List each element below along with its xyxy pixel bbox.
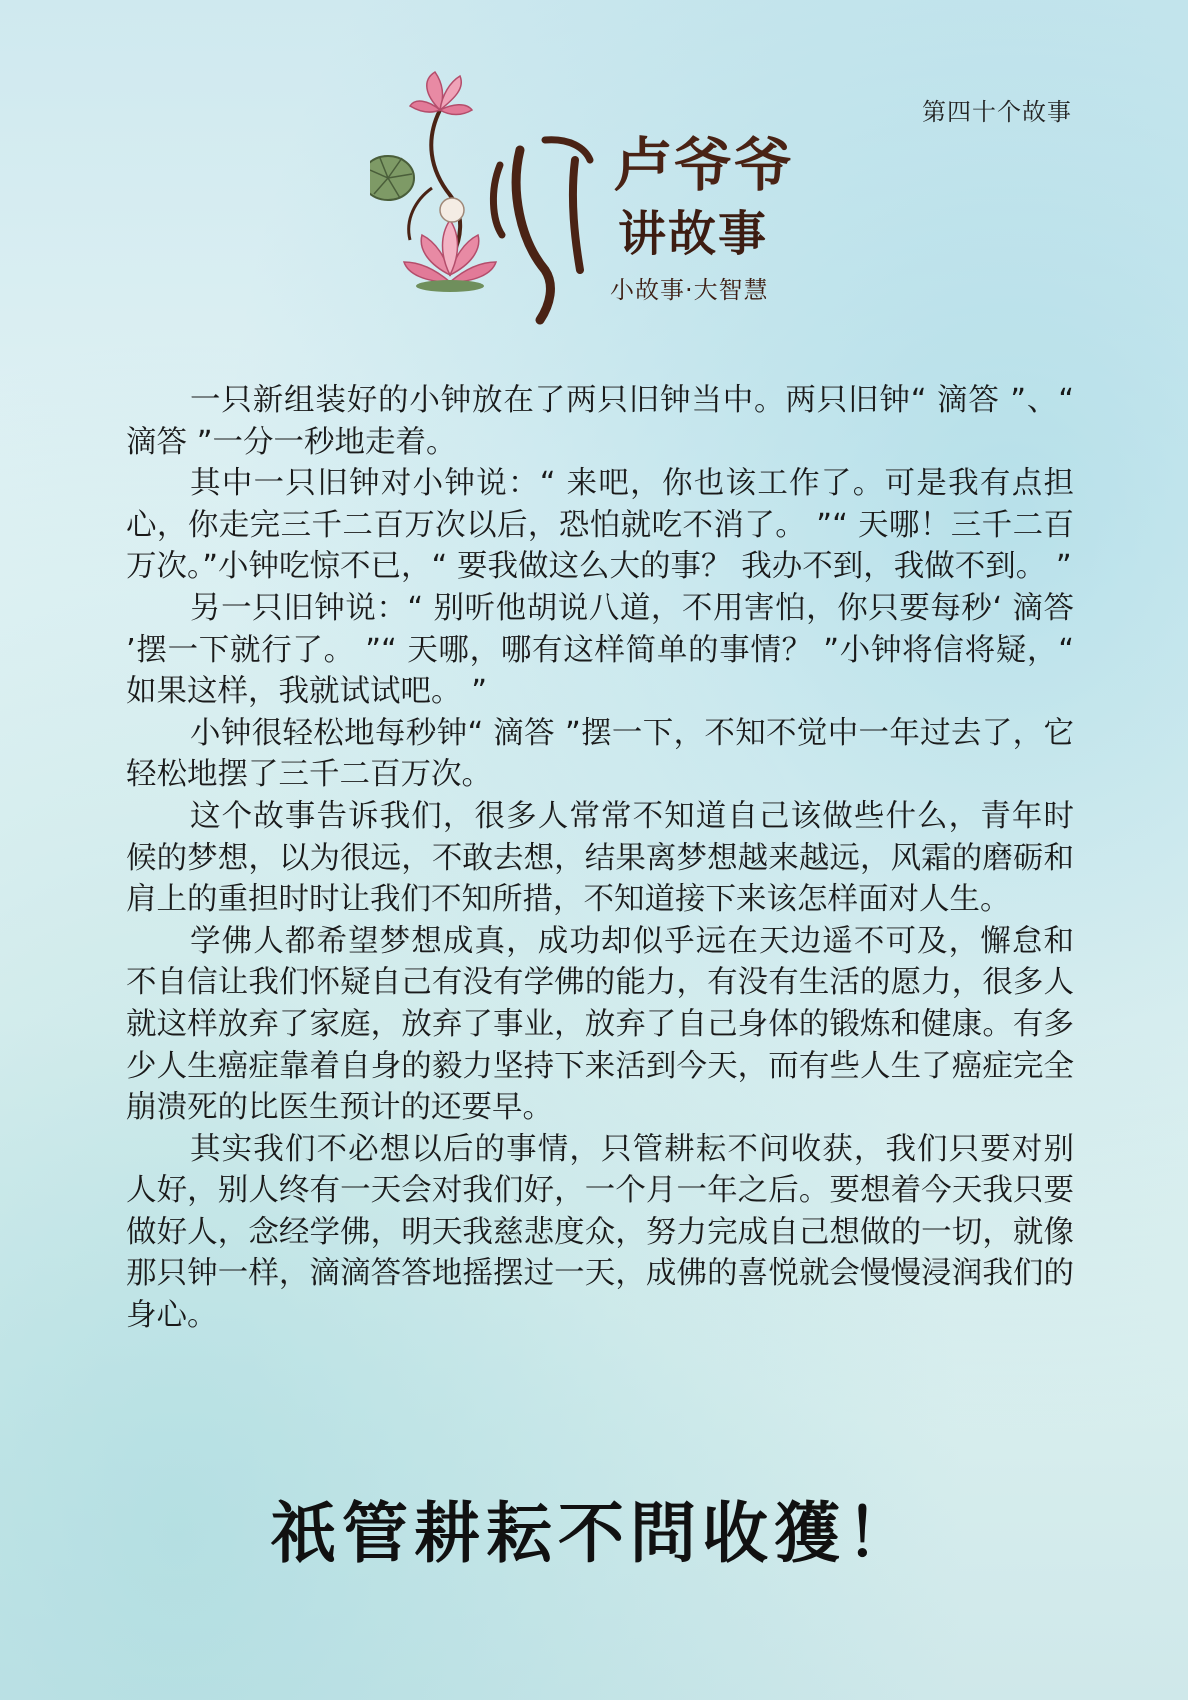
story-paragraph: 其实我们不必想以后的事情，只管耕耘不问收获，我们只要对别人好，别人终有一天会对我们好，一个月一年之后。要想着今天我只要做好人，念经学佛，明天我慈悲度众，努力完成自己想做的一切，就像那只钟一样，滴滴答答地摇摆过一天，成佛的喜悦就会慢慢浸润我们的身心。 [126, 1131, 1074, 1334]
lotus-flower-icon [404, 198, 496, 292]
story-paragraph: 另一只旧钟说：“ 别听他胡说八道，不用害怕，你只要每秒‘ 滴答 ’摆一下就行了。 ”“ 天哪，哪有这样简单的事情？ ”小钟将信将疑，“ 如果这样，我就试试吧。 ” [126, 590, 1074, 710]
logo-title: 卢爷爷 [614, 131, 795, 199]
lotus-leaf-icon [370, 156, 414, 200]
story-body [126, 380, 1074, 1337]
logo-subtitle: 讲故事 [618, 206, 769, 262]
logo-tagline: 小故事·大智慧 [610, 276, 769, 304]
lotus-bud-icon [410, 72, 472, 115]
story-paragraph: 其中一只旧钟对小钟说：“ 来吧，你也该工作了。可是我有点担心，你走完三千二百万次以后，恐怕就吃不消了。 ”“ 天哪！三千二百万次。”小钟吃惊不已，“ 要我做这么大的事？ 我办不到，我做不到。 ” [126, 466, 1074, 585]
story-number: 第四十个故事 [922, 98, 1072, 126]
story-paragraph: 一只新组装好的小钟放在了两只旧钟当中。两只旧钟“ 滴答 ”、“ 滴答 ”一分一秒地走着。 [126, 383, 1074, 460]
story-paragraph: 这个故事告诉我们，很多人常常不知道自己该做些什么，青年时候的梦想，以为很远，不敢去想，结果离梦想越来越远，风霜的磨砺和肩上的重担时时让我们不知所措，不知道接下来该怎样面对人生。 [126, 798, 1074, 918]
story-paragraph: 小钟很轻松地每秒钟“ 滴答 ”摆一下，不知不觉中一年过去了，它轻松地摆了三千二百万次。 [126, 715, 1074, 793]
logo [370, 70, 810, 330]
motto-banner: 祇管耕耘不問收獲！ [270, 1495, 918, 1572]
story-paragraph: 学佛人都希望梦想成真，成功却似乎远在天边遥不可及，懈怠和不自信让我们怀疑自己有没有学佛的能力，有没有生活的愿力，很多人就这样放弃了家庭，放弃了事业，放弃了自己身体的锻炼和健康。有多少人生癌症靠着自身的毅力坚持下来活到今天，而有些人生了癌症完全崩溃死的比医生预计的还要早。 [126, 923, 1074, 1126]
